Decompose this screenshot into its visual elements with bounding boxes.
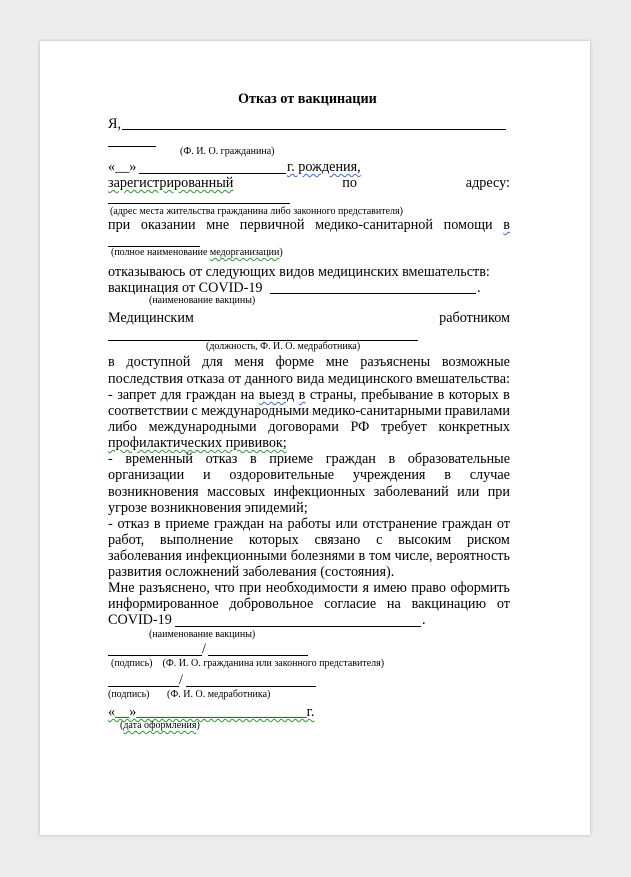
p3-line-3: заболевания инфекционными болезнями в том числе, вероятность xyxy=(108,548,510,564)
birth-date-line xyxy=(139,173,286,174)
caption-worker: (должность, Ф. И. О. медработника) xyxy=(206,341,361,352)
p3-line-4: развития осложнений заболевания (состояния). xyxy=(108,564,395,580)
p1-line-6: профилактических прививок; xyxy=(108,435,287,451)
signature-slash-2: / xyxy=(179,672,183,688)
year-of-birth-label: г. рождения, xyxy=(287,159,361,175)
caption-vaccine-2: (наименование вакцины) xyxy=(149,629,256,640)
caption-vaccine: (наименование вакцины) xyxy=(149,295,256,306)
covid-label: COVID-19 xyxy=(108,612,172,628)
vaccination-period: . xyxy=(477,280,481,296)
p1-line-5: либо международными договорами РФ требует конкретных xyxy=(108,419,510,435)
covid-period: . xyxy=(422,612,426,628)
p1-line-4: соответствии с международными медико-санитарными правилами xyxy=(108,403,510,419)
p3-line-1: - отказ в приеме граждан на работы или отстранение граждан от xyxy=(108,516,510,532)
p1-line-1: в доступной для меня форме мне разъяснены возможные xyxy=(108,354,510,370)
document-page xyxy=(40,41,590,835)
p4-line-2: информированное добровольное согласие на вакцинацию от xyxy=(108,596,510,612)
p1-line-3: - запрет для граждан на выезд в страны, пребывание в которых в xyxy=(108,387,510,403)
primary-care-line: при оказании мне первичной медико-санитарной помощи в xyxy=(108,217,510,233)
caption-org: (полное наименование медорганизации) xyxy=(111,247,283,258)
document-title: Отказ от вакцинации xyxy=(238,91,377,107)
fio-line-worker xyxy=(186,686,316,687)
p2-line-3: возникновения массовых инфекционных заболеваний или при xyxy=(108,484,510,500)
fio-line-citizen xyxy=(208,655,308,656)
vaccine-line xyxy=(270,293,476,294)
p2-line-1: - временный отказ в приеме граждан в образовательные xyxy=(108,451,510,467)
vaccination-label: вакцинация от COVID-19 xyxy=(108,280,263,296)
p3-line-2: работ, выполнение которых связано с высоким риском xyxy=(108,532,510,548)
p2-line-2: организации и оздоровительные учреждения в случае xyxy=(108,467,510,483)
p4-line-1: Мне разъяснено, что при необходимости я имею право оформить xyxy=(108,580,510,596)
signature-line-citizen xyxy=(108,655,202,656)
registered-line: зарегистрированный по адресу: xyxy=(108,175,510,191)
address-line xyxy=(108,203,290,204)
date-of-completion: «__»________________________г. xyxy=(108,704,315,720)
p2-line-4: угрозе возникновения эпидемий; xyxy=(108,500,308,516)
vaccine-line-2 xyxy=(175,626,421,627)
fio-line xyxy=(122,129,506,130)
medical-worker-line: Медицинским работником xyxy=(108,310,510,326)
caption-date: (дата оформления) xyxy=(120,720,200,731)
caption-address: (адрес места жительства гражданина либо законного представителя) xyxy=(110,206,403,217)
caption-sign-worker: (подпись) (Ф. И. О. медработника) xyxy=(108,689,271,700)
fio-line-continued xyxy=(108,146,156,147)
birth-day-field: «__» xyxy=(108,159,137,175)
signature-slash-1: / xyxy=(202,641,206,657)
signature-line-worker xyxy=(108,686,179,687)
pronoun-ya: Я, xyxy=(108,116,122,132)
refuse-line: отказываюсь от следующих видов медицинских вмешательств: xyxy=(108,264,490,280)
caption-sign-citizen: (подпись) (Ф. И. О. гражданина или законного представителя) xyxy=(111,658,385,669)
p1-line-2: последствия отказа от данного вида медицинского вмешательства: xyxy=(108,371,510,387)
caption-fio-citizen: (Ф. И. О. гражданина) xyxy=(180,146,275,157)
